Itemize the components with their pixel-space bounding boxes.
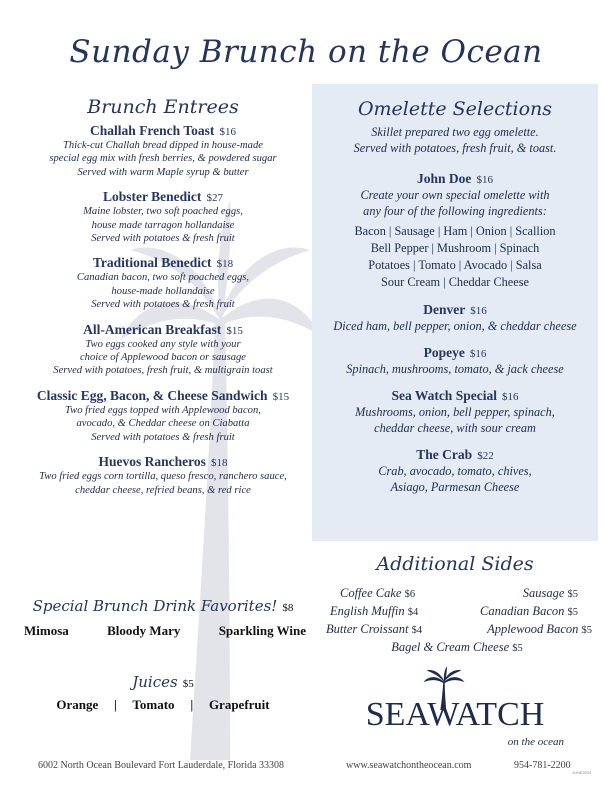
- entree-item: [14, 186, 312, 245]
- juice-separator: |: [114, 697, 117, 712]
- omelette-name: Denver: [423, 302, 466, 317]
- entree-price: $27: [206, 192, 223, 205]
- entree-desc-line: cheddar cheese, refried beans, & red rice: [75, 484, 251, 496]
- side-item: Coffee Cake $6: [340, 586, 416, 600]
- entree-desc-line: Maine lobster, two soft poached eggs,: [83, 206, 243, 218]
- juice-item: Tomato: [132, 697, 175, 712]
- entree-desc-line: special egg mix with fresh berries, & powdered sugar: [49, 153, 277, 165]
- omelette-name: The Crab: [416, 447, 473, 462]
- entree-price: $15: [226, 324, 243, 337]
- sides-list: [322, 585, 592, 657]
- entree-name: All-American Breakfast: [83, 321, 222, 337]
- juice-item: Orange: [56, 697, 99, 712]
- omelette-desc-line: any four of the following ingredients:: [363, 204, 547, 218]
- drink-item: Bloody Mary: [107, 623, 181, 638]
- side-item: Canadian Bacon $5: [480, 604, 578, 618]
- side-item: English Muffin $4: [330, 604, 419, 618]
- side-item: Applewood Bacon $5: [487, 622, 592, 636]
- omelette-name: Popeye: [423, 345, 465, 360]
- entree-name: Lobster Benedict: [103, 189, 202, 205]
- entree-desc-line: Served with warm Maple syrup & butter: [77, 166, 249, 178]
- entrees-heading: Brunch Entrees: [87, 96, 239, 118]
- sides-heading: Additional Sides: [376, 553, 534, 575]
- entree-desc-line: Thick-cut Challah bread dipped in house-made: [63, 140, 263, 151]
- entree-item: [14, 319, 312, 378]
- juices-price: $5: [182, 678, 194, 690]
- entree-desc-line: Served with potatoes, fresh fruit, & multigrain toast: [53, 365, 273, 377]
- drink-item: Sparkling Wine: [218, 623, 306, 638]
- entree-item: [14, 451, 312, 497]
- juice-separator: |: [190, 697, 194, 712]
- side-item: Sausage $5: [522, 586, 578, 600]
- ingredient-line: Sour Cream | Cheddar Cheese: [381, 275, 529, 289]
- footer-website[interactable]: www.seawatchontheocean.com: [346, 760, 472, 771]
- omelette-desc-line: Create your own special omelette with: [360, 188, 550, 202]
- entree-item: [14, 385, 312, 444]
- drinks-heading: Special Brunch Drink Favorites!: [32, 597, 278, 615]
- entree-desc-line: house made tarragon hollandaise: [91, 219, 235, 231]
- omelette-item: [312, 385, 598, 436]
- omelette-desc-line: Spinach, mushrooms, tomato, & jack cheese: [346, 362, 564, 376]
- entree-name: Classic Egg, Bacon, & Cheese Sandwich: [36, 387, 268, 403]
- entree-desc-line: house-made hollandaise: [111, 285, 215, 297]
- ingredient-line: Potatoes | Tomato | Avocado | Salsa: [368, 258, 542, 272]
- entree-desc-line: Served with potatoes & fresh fruit: [91, 233, 235, 245]
- omelette-name: John Doe: [417, 171, 472, 186]
- omelette-price: $22: [477, 450, 494, 462]
- juice-item: Grapefruit: [208, 697, 270, 712]
- omelette-intro-line: Skillet prepared two egg omelette.: [371, 125, 539, 139]
- side-item: Bagel & Cream Cheese $5: [391, 640, 523, 654]
- entree-price: $16: [219, 126, 236, 138]
- omelette-desc-line: Crab, avocado, tomato, chives,: [378, 464, 532, 478]
- entree-item: [14, 120, 312, 179]
- entree-desc-line: Served with potatoes & fresh fruit: [91, 299, 235, 311]
- omelette-desc-line: Asiago, Parmesan Cheese: [390, 480, 520, 494]
- entree-desc-line: choice of Applewood bacon or sausage: [79, 352, 247, 364]
- omelette-price: $16: [502, 391, 519, 403]
- omelettes-heading: Omelette Selections: [357, 98, 553, 120]
- entree-price: $15: [272, 390, 290, 403]
- entree-price: $18: [216, 258, 234, 271]
- ingredient-line: Bacon | Sausage | Ham | Onion | Scallion: [354, 224, 556, 238]
- entree-desc-line: Two fried eggs topped with Applewood bacon,: [65, 404, 261, 416]
- footer-phone: 954-781-2200: [514, 760, 571, 771]
- omelettes-column: [312, 98, 598, 495]
- omelette-price: $16: [476, 174, 493, 186]
- page-title: Sunday Brunch on the Ocean: [69, 34, 543, 70]
- omelette-desc-line: Diced ham, bell pepper, onion, & cheddar cheese: [333, 319, 577, 333]
- omelette-desc-line: cheddar cheese, with sour cream: [374, 421, 536, 435]
- omelette-price: $16: [469, 348, 487, 360]
- entree-desc-line: avocado, & Cheddar cheese on Ciabatta: [76, 418, 250, 430]
- entree-name: Challah French Toast: [90, 123, 215, 138]
- omelette-item: [312, 299, 598, 334]
- footer-address: 6002 North Ocean Boulevard Fort Lauderdale, Florida 33308: [38, 760, 285, 771]
- omelette-name: Sea Watch Special: [391, 388, 497, 403]
- seawatch-logo: [340, 668, 570, 748]
- logo-wordmark: SEAWATCH: [365, 696, 545, 733]
- entree-price: $18: [210, 457, 228, 470]
- entrees-column: [14, 96, 312, 497]
- drinks-section: [14, 596, 312, 639]
- omelette-item: [312, 342, 598, 377]
- ingredient-line: Bell Pepper | Mushroom | Spinach: [370, 241, 540, 255]
- entree-item: [14, 252, 312, 311]
- omelette-price: $16: [470, 305, 487, 317]
- omelette-item: [312, 168, 598, 291]
- juices-section: [14, 672, 312, 713]
- entree-desc-line: Canadian bacon, two soft poached eggs,: [76, 272, 250, 284]
- side-item: Butter Croissant $4: [326, 622, 423, 636]
- entree-desc-line: Two fried eggs corn tortilla, queso fresco, ranchero sauce,: [39, 471, 287, 483]
- drink-item: Mimosa: [24, 623, 69, 638]
- omelette-desc-line: Mushrooms, onion, bell pepper, spinach,: [355, 405, 555, 419]
- juices-heading: Juices: [132, 673, 178, 691]
- entree-desc-line: Served with potatoes & fresh fruit: [91, 431, 235, 443]
- entree-name: Huevos Rancheros: [98, 454, 206, 470]
- omelette-intro-line: Served with potatoes, fresh fruit, & toast.: [353, 141, 557, 155]
- drinks-price: $8: [282, 602, 294, 614]
- entree-name: Traditional Benedict: [92, 255, 212, 271]
- entree-desc-line: Two eggs cooked any style with your: [85, 338, 241, 350]
- footer-code: JUNE2024: [572, 770, 592, 775]
- omelette-item: [312, 444, 598, 495]
- logo-tagline: on the ocean: [507, 736, 564, 748]
